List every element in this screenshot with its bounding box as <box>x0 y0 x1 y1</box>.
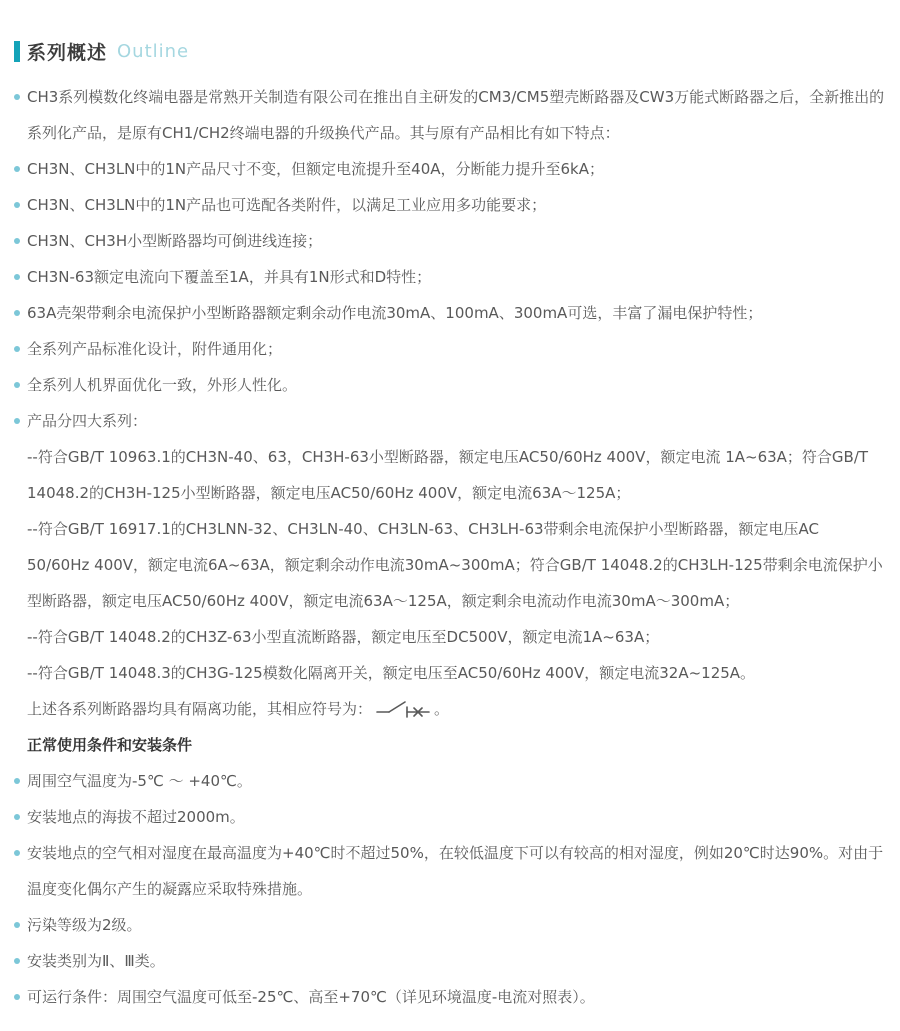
series-paragraph: --符合GB/T 14048.3的CH3G-125模数化隔离开关，额定电压至AC50/60Hz 400V，额定电流32A~125A。 <box>27 664 756 682</box>
outline-bullet-item: CH3N-63额定电流向下覆盖至1A，并具有1N形式和D特性； <box>14 259 886 295</box>
condition-bullet-item: 安装地点的海拔不超过2000m。 <box>14 799 886 835</box>
condition-bullet-item: 污染等级为2级。 <box>14 907 886 943</box>
condition-bullet-item: 安装地点的空气相对湿度在最高温度为+40℃时不超过50%，在较低温度下可以有较高的相对湿度，例如20℃时达90%。对由于温度变化偶尔产生的凝露应采取特殊措施。 <box>14 835 886 907</box>
condition-bullet-item: 安装类别为Ⅱ、Ⅲ类。 <box>14 943 886 979</box>
outline-bullet-list <box>14 79 886 439</box>
outline-bullet-item: 产品分四大系列： <box>14 403 886 439</box>
condition-bullet-item: 周围空气温度为-5℃ ～ +40℃。 <box>14 763 886 799</box>
page-title: 系列概述 <box>27 42 108 64</box>
outline-bullet-item: CH3系列模数化终端电器是常熟开关制造有限公司在推出自主研发的CM3/CM5塑壳断路器及CW3万能式断路器之后，全新推出的系列化产品，是原有CH1/CH2终端电器的升级换代产品。其与原有产品相比有如下特点： <box>14 79 886 151</box>
isolation-note-suffix: 。 <box>434 700 450 718</box>
title-accent-bar <box>14 41 20 62</box>
outline-bullet-item: CH3N、CH3LN中的1N产品尺寸不变，但额定电流提升至40A，分断能力提升至6kA； <box>14 151 886 187</box>
outline-content <box>14 79 886 1015</box>
isolation-note <box>14 691 886 727</box>
outline-bullet-item: CH3N、CH3H小型断路器均可倒进线连接； <box>14 223 886 259</box>
page-title-en: Outline <box>117 41 190 62</box>
series-paragraph: --符合GB/T 14048.2的CH3Z-63小型直流断路器，额定电压至DC500V，额定电流1A~63A； <box>27 628 660 646</box>
conditions-heading: 正常使用条件和安装条件 <box>27 736 193 754</box>
outline-bullet-item: 全系列产品标准化设计，附件通用化； <box>14 331 886 367</box>
isolator-switch-symbol-icon <box>376 697 430 719</box>
section-header <box>14 38 886 65</box>
isolation-note-prefix: 上述各系列断路器均具有隔离功能，其相应符号为： <box>27 700 373 718</box>
conditions-bullet-list <box>14 763 886 1015</box>
outline-bullet-item: CH3N、CH3LN中的1N产品也可选配各类附件，以满足工业应用多功能要求； <box>14 187 886 223</box>
series-paragraph: --符合GB/T 10963.1的CH3N-40、63，CH3H-63小型断路器，额定电压AC50/60Hz 400V，额定电流 1A~63A；符合GB/T 14048.2的CH3H-125小型断路器，额定电压AC50/60Hz 400V，额定电流63A～125A； <box>27 448 869 502</box>
series-paragraph: --符合GB/T 16917.1的CH3LNN-32、CH3LN-40、CH3LN-63、CH3LH-63带剩余电流保护小型断路器，额定电压AC 50/60Hz 400V，额定电流6A~63A，额定剩余动作电流30mA~300mA；符合GB/T 14048.2的CH3LH-125带剩余电流保护小型断路器，额定电压AC50/60Hz 400V，额定电流63A～125A，额定剩余电流动作电流30mA～300mA； <box>27 520 883 610</box>
outline-bullet-item: 63A壳架带剩余电流保护小型断路器额定剩余动作电流30mA、100mA、300mA可选，丰富了漏电保护特性； <box>14 295 886 331</box>
series-paragraphs <box>14 439 886 691</box>
outline-bullet-item: 全系列人机界面优化一致，外形人性化。 <box>14 367 886 403</box>
condition-bullet-item: 可运行条件：周围空气温度可低至-25℃、高至+70℃（详见环境温度-电流对照表）。 <box>14 979 886 1015</box>
